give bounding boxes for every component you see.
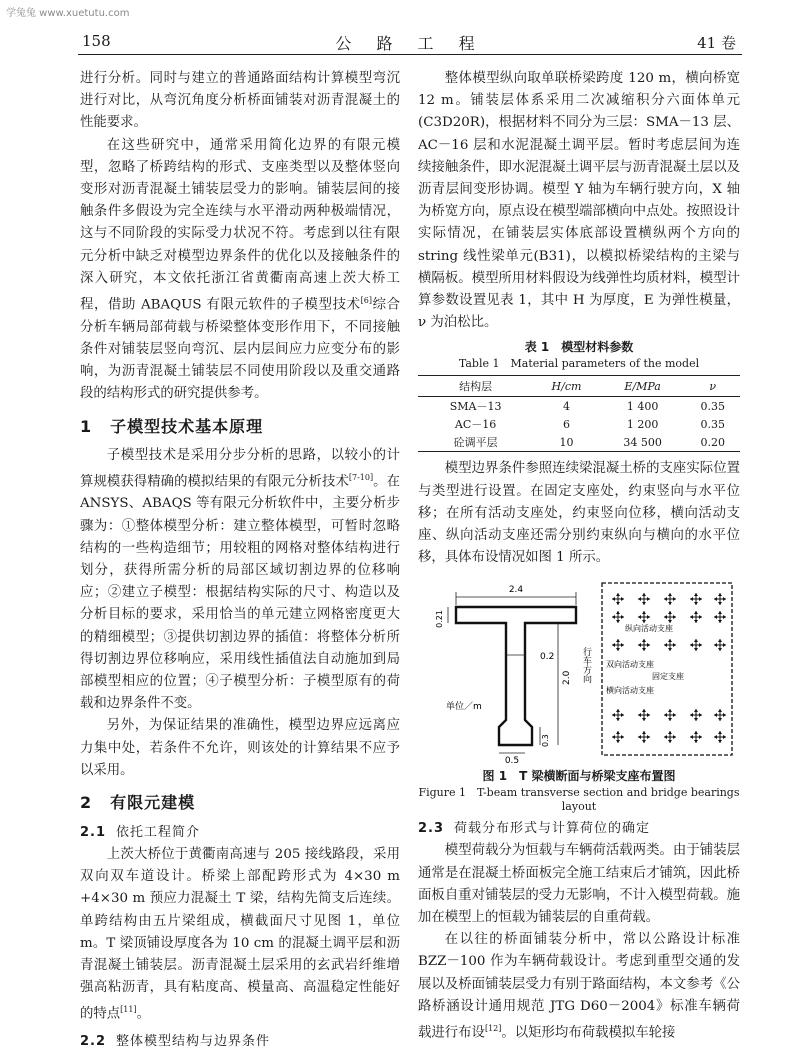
bearing-symbol: [714, 593, 726, 605]
bearing-layout-frame: [602, 583, 732, 755]
bearing-symbol: [664, 593, 676, 605]
bearing-symbol: [664, 731, 676, 743]
citation: [6]: [360, 296, 372, 306]
dim-top-label: 2.4: [508, 585, 524, 596]
bearing-bidirectional-label: 双向活动支座: [606, 660, 654, 670]
paragraph: 另外，为保证结果的准确性，模型边界应远离应力集中处，若条件不允许，则该处的计算结果不应予以采用。: [80, 718, 400, 778]
bearing-symbol: [714, 709, 726, 721]
paragraph: 进行分析。同时与建立的普通路面结构计算模型弯沉进行对比，从弯沉角度分析桥面铺装对沥青混凝土的性能要求。: [80, 71, 400, 131]
bearing-symbol: [714, 611, 726, 623]
dim-height-label: 2.0: [562, 671, 572, 686]
t-beam-bearing-diagram: [418, 575, 740, 763]
paragraph: 上茨大桥位于黄衢南高速与 205 接线路段，采用双向双车道设计。桥梁上部配跨形式为 4×30 m +4×30 m 预应力混凝土 T 梁，结构先简支后连续。单跨结构由五片梁组成，横截面尺寸见图 1，单位 m。T 梁顶铺设厚度各为 10 cm 的混凝土调平层和沥青混凝土铺装层。沥青混凝土层采用的玄武岩纤维增强高粘沥青，具有粘度高、模量高、高温稳定性能好的特点[11]。: [80, 847, 400, 1022]
dim-bottom-w-label: 0.5: [504, 756, 520, 764]
citation: [12]: [484, 1024, 502, 1034]
paragraph: 在以往的桥面铺装分析中，常以公路设计标准 BZZ－100 作为车辆荷载设计。考虑到重型交通的发展以及桥面铺装层受力有别于路面结构，本文参考《公路桥涵设计通用规范 JTG D60－2004》标准车辆荷载进行布设[12]。以矩形均布荷载模拟车轮接: [418, 932, 740, 1041]
bearing-symbol: [664, 709, 676, 721]
bearing-symbol: [690, 709, 702, 721]
bearing-longitudinal-label: 纵向活动支座: [625, 624, 673, 634]
figure-caption: [418, 767, 740, 813]
figure-caption-cn: 图 1 T 梁横断面与桥梁支座布置图: [482, 769, 676, 784]
subsection-heading: 2.2 整体模型结构与边界条件: [80, 1034, 271, 1050]
table-header: 结构层: [418, 376, 533, 397]
table-cell: 0.35: [700, 399, 725, 413]
bearing-symbol: [612, 639, 624, 651]
bearing-symbol: [690, 731, 702, 743]
table-header: E/MPa: [600, 376, 686, 397]
table-caption-cn: 表 1 模型材料参数: [524, 340, 634, 355]
table-cell: 34 500: [623, 435, 662, 449]
table-cell: 0.20: [700, 435, 725, 449]
dim-flange-label: 0.21: [435, 610, 444, 629]
figure-1: [418, 575, 740, 763]
dim-web-label: 0.2: [540, 652, 555, 663]
bearing-symbol: [612, 709, 624, 721]
bearing-symbol: [690, 593, 702, 605]
bearing-symbol: [690, 639, 702, 651]
citation: [7-10]: [348, 472, 374, 482]
bearing-symbol: [638, 593, 650, 605]
table-row: [418, 397, 740, 416]
running-header: [78, 30, 742, 55]
figure-caption-en: Figure 1 T-beam transverse section and bridge bearings layout: [418, 786, 740, 814]
table-header: ν: [685, 376, 740, 397]
bearing-symbol: [638, 611, 650, 623]
bearing-symbol: [638, 639, 650, 651]
paragraph: 整体模型纵向取单联桥梁跨度 120 m，横向桥宽 12 m。铺装层体系采用二次减缩积分六面体单元(C3D20R)，根据材料不同分为三层：SMA－13 层、AC－16 层和水泥混凝土调平层。暂时考虑层间为连续接触条件，即水泥混凝土调平层与沥青混凝土层以及沥青层间变形协调。模型 Y 轴为车辆行驶方向，X 轴为桥宽方向，原点设在模型端部横向中点处。按照设计实际情况，在铺装层实体底部设置横纵两个方向的 string 线性梁单元(B31)，以模拟桥梁结构的主梁与横隔板。模型所用材料假设为线弹性均质材料，模型计算参数设置见表 1，其中 H 为厚度，E 为弹性模量，ν 为泊松比。: [418, 71, 740, 331]
table-caption: [418, 338, 740, 371]
left-column: [80, 68, 400, 1053]
bearing-symbol: [612, 731, 624, 743]
table-cell: 4: [562, 399, 570, 413]
bearing-symbol: [664, 639, 676, 651]
travel-direction-label: 行车方向: [581, 647, 591, 684]
bearing-symbol: [638, 709, 650, 721]
section-heading: 2 有限元建模: [80, 793, 196, 813]
material-table: [418, 375, 740, 452]
bearing-fixed-label: 固定支座: [652, 672, 684, 682]
bearing-symbol: [714, 731, 726, 743]
paragraph: 子模型技术是采用分步分析的思路，以较小的计算规模获得精确的模拟结果的有限元分析技术[7-10]。在 ANSYS、ABAQS 等有限元分析软件中，主要分析步骤为：①整体模型分析：建立整体模型，可暂时忽略结构的一些构造细节；用较粗的网格对整体结构进行划分，获得所需分析的局部区域切割边界的位移响应；②建立子模型：根据结构实际的尺寸、构造以及分析目标的要求，采用恰当的单元建立网格密度更大的精细模型；③提供切割边界的插值：将整体分析所得切割边界位移响应，采用线性插值法自动施加到局部模型相应的位置；④子模型分析：子模型原有的荷载和边界条件不变。: [80, 447, 400, 712]
bearing-symbol: [664, 611, 676, 623]
dim-bottom-h-label: 0.3: [541, 734, 550, 748]
bearing-symbol: [638, 731, 650, 743]
table-row: [418, 433, 740, 452]
subsection-heading: 2.3 荷载分布形式与计算荷位的确定: [418, 821, 651, 837]
bearing-transverse-label: 横向活动支座: [606, 686, 654, 696]
bearing-symbol: [690, 611, 702, 623]
bearing-symbol: [612, 611, 624, 623]
table-cell: 1 200: [626, 417, 659, 431]
table-cell: 0.35: [700, 417, 725, 431]
table-caption-en: Table 1 Material parameters of the model: [458, 357, 700, 371]
right-column: [418, 68, 740, 1045]
subsection-heading: 2.1 依托工程简介: [80, 825, 201, 841]
table-cell: 砼调平层: [453, 436, 498, 450]
bearing-symbol: [714, 639, 726, 651]
table-row: [418, 415, 740, 433]
section-heading: 1 子模型技术基本原理: [80, 416, 264, 436]
table-header: H/cm: [533, 376, 600, 397]
table-cell: 1 400: [626, 399, 659, 413]
volume-label: 41 卷: [697, 34, 736, 52]
table-cell: 6: [562, 417, 570, 431]
paragraph: 模型荷载分为恒载与车辆荷活载两类。由于铺装层通常是在混凝土桥面板完全施工结束后才铺筑，因此桥面板自重对铺装层的受力无影响，不计入模型荷载。施加在模型上的恒载为铺装层的自重荷载。: [418, 843, 740, 926]
paragraph: 模型边界条件参照连续梁混凝土桥的支座实际位置与类型进行设置。在固定支座处，约束竖向与水平位移；在所有活动支座处，约束竖向位移，横向活动支座、纵向活动支座还需分别约束纵向与横向的水平位移，具体布设情况如图 1 所示。: [418, 461, 740, 566]
table-cell: AC－16: [454, 418, 497, 432]
watermark: 学兔兔 www.xuetutu.com: [6, 8, 130, 19]
citation: [11]: [120, 1005, 137, 1015]
journal-title: 公 路 工 程: [335, 34, 485, 53]
table-cell: 10: [559, 435, 574, 449]
bearing-symbol: [612, 593, 624, 605]
paragraph: 在这些研究中，通常采用简化边界的有限元模型，忽略了桥跨结构的形式、支座类型以及整体竖向变形对沥青混凝土铺装层受力的影响。铺装层间的接触条件多假设为完全连续与水平滑动两种极端情况，这与不同阶段的实际受力状况不符。考虑到以往有限元分析中缺乏对模型边界条件的优化以及接触条件的深入研究，本文依托浙江省黄衢南高速上茨大桥工程，借助 ABAQUS 有限元软件的子模型技术[6]综合分析车辆局部荷载与桥梁整体变形作用下，不同接触条件对铺装层竖向弯沉、层内层间应力应变分布的影响，为沥青混凝土铺装层不同使用阶段以及重交通路段的结构形式的研究提供参考。: [80, 137, 400, 402]
page-number: 158: [82, 32, 111, 50]
unit-label: 单位／m: [446, 702, 482, 713]
table-cell: SMA－13: [449, 400, 502, 414]
